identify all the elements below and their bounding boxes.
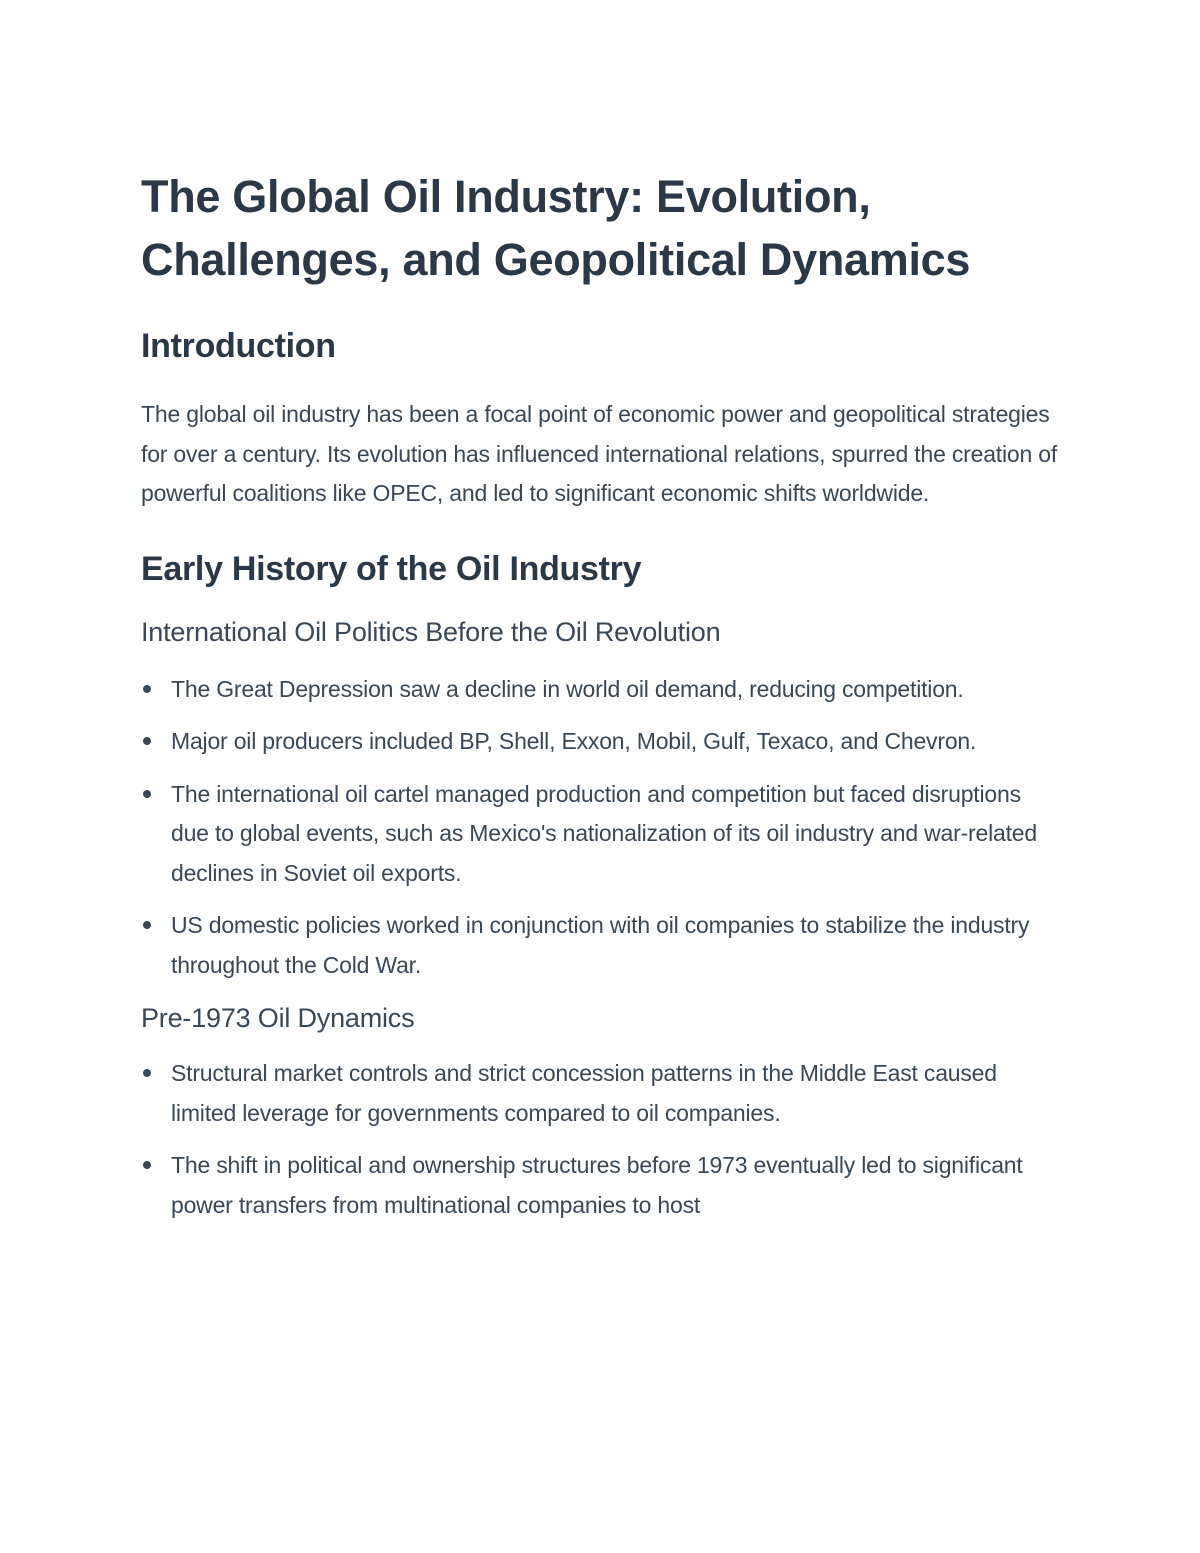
- pre-1973-oil-dynamics-heading: Pre-1973 Oil Dynamics: [141, 1003, 415, 1033]
- bullet-icon: [143, 685, 151, 693]
- list-item-text: US domestic policies worked in conjunction with oil companies to stabilize the industry throughout the Cold War.: [171, 912, 1030, 978]
- list-item-text: The Great Depression saw a decline in world oil demand, reducing competition.: [171, 675, 964, 702]
- early-history-heading: Early History of the Oil Industry: [141, 549, 642, 588]
- bullet-icon: [143, 790, 151, 798]
- bullet-icon: [143, 921, 151, 929]
- list-item: [141, 722, 1061, 762]
- list-item-text: Structural market controls and strict concession patterns in the Middle East caused limited leverage for governments compared to oil companies.: [171, 1060, 997, 1126]
- list-item-text: The international oil cartel managed production and competition but faced disruptions due to global events, such as Mexico's nationalization of its oil industry and war-related declines in Soviet oil exports.: [171, 780, 1037, 886]
- list-item-text: The shift in political and ownership structures before 1973 eventually led to significant power transfers from multinational companies to host: [171, 1152, 1023, 1218]
- list-item: [141, 1054, 1061, 1133]
- bullet-icon: [143, 1161, 151, 1169]
- list-item-text: Major oil producers included BP, Shell, Exxon, Mobil, Gulf, Texaco, and Chevron.: [171, 728, 977, 754]
- list-item: [141, 670, 1061, 710]
- bullet-icon: [143, 737, 151, 745]
- list-item: [141, 906, 1061, 985]
- document-title: The Global Oil Industry: Evolution, Challenges, and Geopolitical Dynamics: [141, 171, 971, 285]
- pre-1973-oil-dynamics-list: [141, 1054, 1061, 1225]
- introduction-heading: Introduction: [141, 327, 336, 365]
- bullet-icon: [143, 1069, 151, 1077]
- list-item: [141, 1146, 1061, 1225]
- document-page: [141, 165, 1061, 1225]
- introduction-paragraph: The global oil industry has been a focal point of economic power and geopolitical strategies for over a century. Its evolution has influenced international relations, spurred the creation of powerful coalitions like OPEC, and led to significant economic shifts worldwide.: [141, 401, 1058, 506]
- list-item: [141, 775, 1061, 894]
- international-oil-politics-list: [141, 670, 1061, 986]
- international-oil-politics-heading: International Oil Politics Before the Oil Revolution: [141, 616, 721, 647]
